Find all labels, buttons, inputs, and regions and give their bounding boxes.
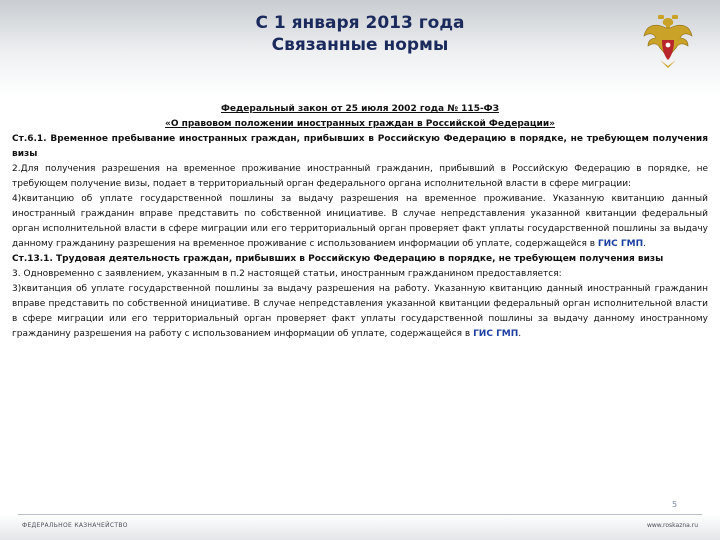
gis-gmp-highlight-2: ГИС ГМП xyxy=(473,329,519,339)
paragraph-3-receipt-end: . xyxy=(518,329,522,339)
paragraph-4-text: 4)квитанцию об уплате государственной пошлины за выдачу разрешения на временное проживание. Указанную квитанцию данный иностранный гражданин вправе представить по собственной инициативе. В случае непредставления указанной квитанции федеральный орган исполнительной власти в сфере миграции или его территориальный орган проверяет факт уплаты государственной пошлины за выдачу данному гражданину разрешения на временное проживание с использованием информации об уплате, содержащейся в xyxy=(12,194,708,249)
footer-organization: ФЕДЕРАЛЬНОЕ КАЗНАЧЕЙСТВО xyxy=(22,522,128,529)
gis-gmp-highlight: ГИС ГМП xyxy=(597,239,644,249)
law-title-line-2: «О правовом положении иностранных граждан в Российской Федерации» xyxy=(165,119,555,129)
paragraph-3-receipt xyxy=(12,282,708,342)
law-title-line-1: Федеральный закон от 25 июля 2002 года № 115-ФЗ xyxy=(220,104,500,114)
article-6-1-heading: Ст.6.1. Временное пребывание иностранных граждан, прибывших в Российскую Федерацию в порядке, не требующем получения визы xyxy=(12,134,708,159)
slide-title xyxy=(0,12,720,56)
eagle-emblem-icon xyxy=(642,12,694,70)
footer-divider xyxy=(18,514,702,515)
paragraph-3-receipt-text: 3)квитанция об уплате государственной пошлины за выдачу разрешения на работу. Указанную квитанцию данный иностранный гражданин вправе представить по собственной инициативе. В случае непредставления указанной квитанции федеральный орган исполнительной власти в сфере миграции или его территориальный орган проверяет факт уплаты государственной пошлины за выдачу данному иностранному гражданину разрешения на работу с использованием информации об уплате, содержащейся в xyxy=(12,284,708,339)
article-13-1-heading: Ст.13.1. Трудовая деятельность граждан, прибывших в Российскую Федерацию в порядке, не требующем получения визы xyxy=(12,254,664,264)
footer-website-link[interactable]: www.roskazna.ru xyxy=(646,522,698,529)
title-line-2: Связанные нормы xyxy=(271,35,449,55)
page-number: 5 xyxy=(672,500,678,509)
title-line-1: С 1 января 2013 года xyxy=(255,13,465,33)
paragraph-3-simultaneously: 3. Одновременно с заявлением, указанным в п.2 настоящей статьи, иностранным гражданином предоставляется: xyxy=(12,269,562,279)
slide-content xyxy=(12,102,708,342)
paragraph-4-receipt xyxy=(12,192,708,252)
paragraph-4-end: . xyxy=(643,239,646,249)
slide-header xyxy=(0,0,720,96)
paragraph-2: 2.Для получения разрешения на временное проживание иностранный гражданин, прибывший в Российскую Федерацию в порядке, не требующем получение визы, подает в территориальный орган федерального органа исполнительной власти в сфере миграции: xyxy=(12,164,708,189)
